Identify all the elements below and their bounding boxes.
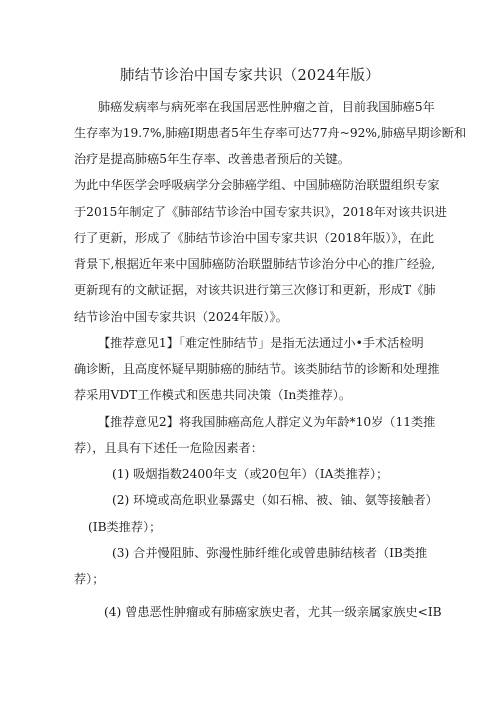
recommendation-1-line: 【推荐意见1】「难定性肺结节」是指无法通过小•手术活检明	[98, 336, 424, 350]
list-item-3-continued: 荐）；	[74, 572, 105, 586]
paragraph-line: 为此中华医学会呼吸病学分会肺癌学组、中国肺癌防治联盟组织专家	[74, 178, 440, 192]
list-item-2: (2) 环境或高危职业暴露史（如石棉、被、铀、氨等接触者）	[112, 493, 438, 507]
paragraph-line: 荐），且具有下述任一危险因素者：	[74, 441, 263, 455]
paragraph-line: 确诊断，且高度怀疑早期肺癌的肺结节。该类肺结节的诊断和处理推	[74, 362, 440, 376]
paragraph-line: 于2015年制定了《肺部结节诊治中国专家共识》，2018年对该共识进	[74, 205, 447, 219]
paragraph-line: 更新现有的文献证据，对该共识进行第三次修订和更新，形成T《肺	[74, 283, 436, 297]
paragraph-line: 生存率为19.7%,肺癌I期患者5年生存率可达77舟~92%,肺癌早期诊断和	[74, 126, 467, 140]
list-item-3: (3) 合并慢阻肺、弥漫性肺纤维化或曾患肺结核者（IB类推	[112, 546, 428, 560]
paragraph-line: 行了更新，形成了《肺结节诊治中国专家共识（2018年版）》，在此	[74, 231, 435, 245]
list-item-4: (4) 曾患恶性肿瘤或有肺癌家族史者，尤其一级亲属家族史<IB	[104, 605, 442, 619]
paragraph-line: 治疗是提高肺癌5年生存率、改善患者预后的关键。	[74, 152, 350, 166]
list-item-1: (1) 吸烟指数2400年支（或20包年）（IA类推荐）；	[112, 467, 389, 481]
recommendation-2-line: 【推荐意见2】将我国肺癌高危人群定义为年龄*10岁（11类推	[98, 415, 436, 429]
list-item-2-continued: (IB类推荐）；	[88, 520, 162, 534]
paragraph-line: 肺癌发病率与病死率在我国居恶性肿瘤之首，目前我国肺癌5年	[98, 100, 435, 114]
paragraph-line: 背景下,根据近年来中国肺癌防治联盟肺结节诊治分中心的推广经验,	[74, 257, 436, 271]
document-title: 肺结节诊治中国专家共识（2024年版）	[119, 68, 381, 84]
paragraph-line: 结节诊治中国专家共识（2024年版）》。	[74, 310, 288, 324]
paragraph-line: 荐采用VDT工作模式和医患共同决策（In类推荐）。	[74, 388, 352, 402]
